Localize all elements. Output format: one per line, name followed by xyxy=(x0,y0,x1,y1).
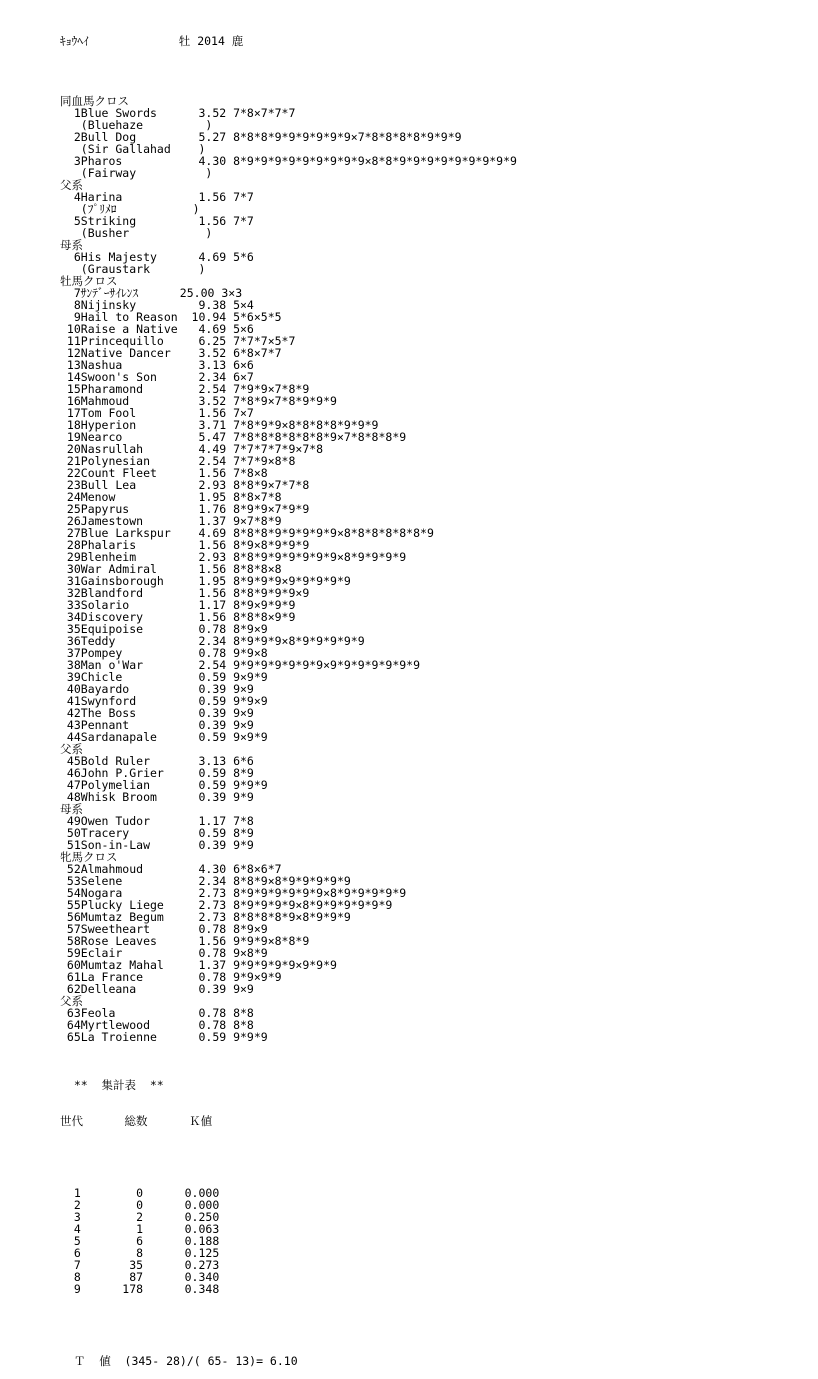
cross-entry: 42The Boss 0.39 9×9 xyxy=(60,706,254,720)
cross-entry: 63Feola 0.78 8*8 xyxy=(60,1006,254,1020)
cross-section xyxy=(60,851,517,995)
cross-entry: 25Papyrus 1.76 8*9*9×7*9*9 xyxy=(60,502,310,516)
cross-entry: 17Tom Fool 1.56 7×7 xyxy=(60,406,254,420)
cross-entry: 18Hyperion 3.71 7*8*9*9×8*8*8*8*9*9*9 xyxy=(60,418,379,432)
summary-row: 1 0 0.000 xyxy=(60,1186,220,1200)
cross-entry: 6His Majesty 4.69 5*6 xyxy=(60,250,254,264)
cross-entry: 62Delleana 0.39 9×9 xyxy=(60,982,254,996)
cross-entry: 5Striking 1.56 7*7 xyxy=(60,214,254,228)
cross-entry: 41Swynford 0.59 9*9×9 xyxy=(60,694,268,708)
cross-entry: 26Jamestown 1.37 9×7*8*9 xyxy=(60,514,282,528)
section-heading: 牡馬クロス xyxy=(60,274,118,288)
cross-entry: 57Sweetheart 0.78 8*9×9 xyxy=(60,922,268,936)
summary-row: 4 1 0.063 xyxy=(60,1222,220,1236)
cross-section xyxy=(60,179,517,239)
cross-section xyxy=(60,803,517,851)
cross-entry: 12Native Dancer 3.52 6*8×7*7 xyxy=(60,346,282,360)
section-heading: 母系 xyxy=(60,238,83,252)
cross-entry: 61La France 0.78 9*9×9*9 xyxy=(60,970,282,984)
section-heading: 牝馬クロス xyxy=(60,850,118,864)
cross-entry: 52Almahmoud 4.30 6*8×6*7 xyxy=(60,862,282,876)
cross-entry: 7ｻﾝﾃﾞｰｻｲﾚﾝｽ 25.00 3×3 xyxy=(60,286,243,300)
cross-entry: 49Owen Tudor 1.17 7*8 xyxy=(60,814,254,828)
cross-entry: 20Nasrullah 4.49 7*7*7*7*9×7*8 xyxy=(60,442,324,456)
cross-entry: 54Nogara 2.73 8*9*9*9*9*9*9×8*9*9*9*9*9 xyxy=(60,886,407,900)
cross-section xyxy=(60,743,517,803)
cross-entry: (Bluehaze ) xyxy=(60,118,213,132)
cross-entry: 8Nijinsky 9.38 5×4 xyxy=(60,298,254,312)
cross-entry: 50Tracery 0.59 8*9 xyxy=(60,826,254,840)
cross-entry: 36Teddy 2.34 8*9*9*9×8*9*9*9*9*9 xyxy=(60,634,365,648)
summary-spacer xyxy=(60,1151,517,1163)
section-heading: 同血馬クロス xyxy=(60,94,129,108)
cross-entry: 46John P.Grier 0.59 8*9 xyxy=(60,766,254,780)
summary-spacer-2 xyxy=(60,1319,517,1331)
cross-entry: 31Gainsborough 1.95 8*9*9*9×9*9*9*9*9 xyxy=(60,574,351,588)
cross-entry: 64Myrtlewood 0.78 8*8 xyxy=(60,1018,254,1032)
cross-entry: 30War Admiral 1.56 8*8*8×8 xyxy=(60,562,282,576)
cross-entry: 43Pennant 0.39 9×9 xyxy=(60,718,254,732)
summary-row: 8 87 0.340 xyxy=(60,1270,220,1284)
summary-header: 世代 総数 Ｋ値 xyxy=(60,1114,213,1128)
cross-entry: 3Pharos 4.30 8*9*9*9*9*9*9*9*9*9×8*8*9*9*9*9*9*9*9*9*9 xyxy=(60,154,517,168)
summary-row: 2 0 0.000 xyxy=(60,1198,220,1212)
cross-entry: 22Count Fleet 1.56 7*8×8 xyxy=(60,466,268,480)
cross-entry: 19Nearco 5.47 7*8*8*8*8*8*8*9×7*8*8*8*9 xyxy=(60,430,407,444)
cross-entry: (ﾌﾟﾘﾒﾛ ) xyxy=(60,202,200,216)
cross-entry: 32Blandford 1.56 8*8*9*9*9×9 xyxy=(60,586,310,600)
summary-row: 7 35 0.273 xyxy=(60,1258,220,1272)
cross-entry: 21Polynesian 2.54 7*7*9×8*8 xyxy=(60,454,296,468)
cross-entry: 23Bull Lea 2.93 8*8*9×7*7*8 xyxy=(60,478,310,492)
cross-entry: 58Rose Leaves 1.56 9*9*9×8*8*9 xyxy=(60,934,310,948)
summary-row: 3 2 0.250 xyxy=(60,1210,220,1224)
horse-name: ｷｮｳﾍｲ xyxy=(60,34,89,48)
cross-entry: 53Selene 2.34 8*8*9×8*9*9*9*9*9 xyxy=(60,874,351,888)
horse-header xyxy=(60,35,517,47)
pedigree-cross-report xyxy=(60,11,517,1379)
cross-entry: 56Mumtaz Begum 2.73 8*8*8*8*9×8*9*9*9 xyxy=(60,910,351,924)
cross-entry: 4Harina 1.56 7*7 xyxy=(60,190,254,204)
cross-section xyxy=(60,239,517,275)
summary-table xyxy=(60,1187,517,1295)
cross-entry: 9Hail to Reason 10.94 5*6×5*5 xyxy=(60,310,282,324)
horse-info: 牡 2014 鹿 xyxy=(178,34,244,48)
cross-entry: 1Blue Swords 3.52 7*8×7*7*7 xyxy=(60,106,296,120)
t-value-line: Ｔ 値 (345- 28)/( 65- 13)= 6.10 xyxy=(60,1354,298,1368)
cross-entry: 45Bold Ruler 3.13 6*6 xyxy=(60,754,254,768)
cross-entry: (Fairway ) xyxy=(60,166,213,180)
summary-row: 9 178 0.348 xyxy=(60,1282,220,1296)
cross-entry: 59Eclair 0.78 9×8*9 xyxy=(60,946,268,960)
section-heading: 父系 xyxy=(60,742,83,756)
cross-section xyxy=(60,995,517,1043)
cross-entry: 44Sardanapale 0.59 9×9*9 xyxy=(60,730,268,744)
cross-entry: 16Mahmoud 3.52 7*8*9×7*8*9*9*9 xyxy=(60,394,337,408)
cross-entry: 51Son-in-Law 0.39 9*9 xyxy=(60,838,254,852)
cross-entry: 2Bull Dog 5.27 8*8*8*9*9*9*9*9*9×7*8*8*8*8*9*9*9 xyxy=(60,130,462,144)
summary-row: 5 6 0.188 xyxy=(60,1234,220,1248)
cross-entry: 10Raise a Native 4.69 5×6 xyxy=(60,322,254,336)
section-heading: 父系 xyxy=(60,994,83,1008)
section-heading: 父系 xyxy=(60,178,83,192)
cross-section xyxy=(60,95,517,179)
cross-entry: (Graustark ) xyxy=(60,262,206,276)
cross-entry: (Sir Gallahad ) xyxy=(60,142,206,156)
cross-entry: (Busher ) xyxy=(60,226,213,240)
cross-sections xyxy=(60,95,517,1043)
cross-entry: 47Polymelian 0.59 9*9*9 xyxy=(60,778,268,792)
cross-entry: 48Whisk Broom 0.39 9*9 xyxy=(60,790,254,804)
cross-section xyxy=(60,275,517,743)
cross-entry: 29Blenheim 2.93 8*8*9*9*9*9*9*9×8*9*9*9*9 xyxy=(60,550,407,564)
cross-entry: 65La Troienne 0.59 9*9*9 xyxy=(60,1030,268,1044)
cross-entry: 14Swoon's Son 2.34 6×7 xyxy=(60,370,254,384)
cross-entry: 40Bayardo 0.39 9×9 xyxy=(60,682,254,696)
cross-entry: 34Discovery 1.56 8*8*8×9*9 xyxy=(60,610,296,624)
summary-title: ** 集計表 ** xyxy=(60,1078,164,1092)
cross-entry: 38Man o'War 2.54 9*9*9*9*9*9*9×9*9*9*9*9*9*9 xyxy=(60,658,421,672)
cross-entry: 28Phalaris 1.56 8*9×8*9*9*9 xyxy=(60,538,310,552)
cross-entry: 24Menow 1.95 8*8×7*8 xyxy=(60,490,282,504)
cross-entry: 37Pompey 0.78 9*9×8 xyxy=(60,646,268,660)
cross-entry: 39Chicle 0.59 9×9*9 xyxy=(60,670,268,684)
cross-entry: 55Plucky Liege 2.73 8*9*9*9*9×8*9*9*9*9*9*9 xyxy=(60,898,393,912)
cross-entry: 60Mumtaz Mahal 1.37 9*9*9*9*9×9*9*9 xyxy=(60,958,337,972)
cross-entry: 11Princequillo 6.25 7*7*7×5*7 xyxy=(60,334,296,348)
cross-entry: 27Blue Larkspur 4.69 8*8*8*9*9*9*9*9×8*8*8*8*8*8*9 xyxy=(60,526,434,540)
cross-entry: 35Equipoise 0.78 8*9×9 xyxy=(60,622,268,636)
cross-entry: 13Nashua 3.13 6×6 xyxy=(60,358,254,372)
summary-row: 6 8 0.125 xyxy=(60,1246,220,1260)
cross-entry: 15Pharamond 2.54 7*9*9×7*8*9 xyxy=(60,382,310,396)
section-heading: 母系 xyxy=(60,802,83,816)
cross-entry: 33Solario 1.17 8*9×9*9*9 xyxy=(60,598,296,612)
